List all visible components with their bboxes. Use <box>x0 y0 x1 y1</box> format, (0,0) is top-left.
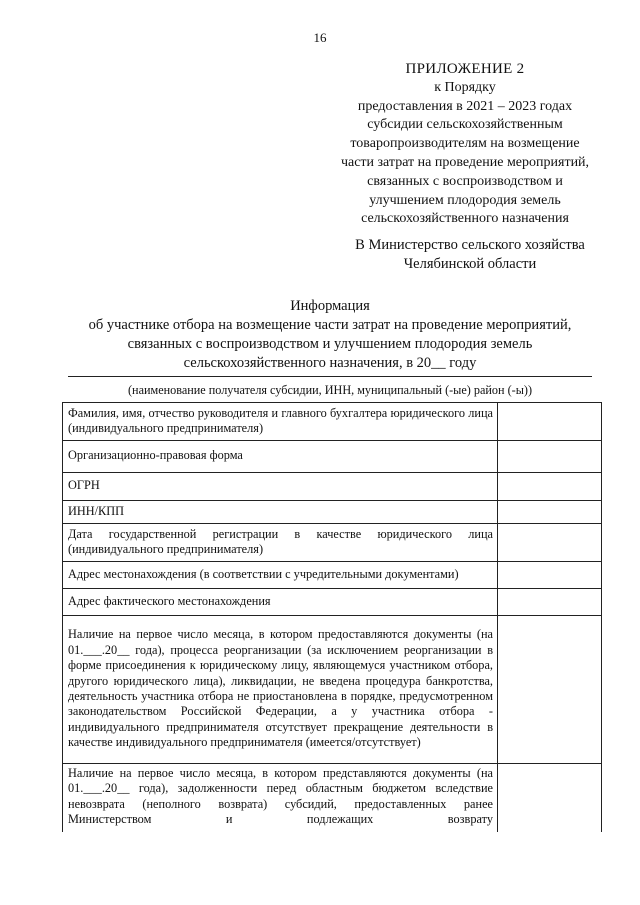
appendix-line: связанных с воспроизводством и <box>367 173 563 189</box>
table-row <box>63 403 602 441</box>
heading-line: об участнике отбора на возмещение части затрат на проведение мероприятий, <box>88 317 572 333</box>
row-label: Организационно-правовая форма <box>63 441 498 473</box>
row-value-cell[interactable] <box>498 403 602 441</box>
row-label: Фамилия, имя, отчество руководителя и главного бухгалтера юридического лица (индивидуального предпринимателя) <box>63 403 498 441</box>
row-value-cell[interactable] <box>498 524 602 562</box>
row-value-cell[interactable] <box>498 616 602 764</box>
addressee-line: В Министерство сельского хозяйства <box>355 237 585 253</box>
table-row <box>63 616 602 764</box>
appendix-title: ПРИЛОЖЕНИЕ 2 <box>405 61 525 77</box>
row-label: Наличие на первое число месяца, в котором предоставляются документы (на 01.___.20__ года), процесса реорганизации (за исключением реорганизации в форме присоединения к юридическому лицу, являющемуся участником отбора, другого юридического лица), ликвидации, не введена процедура банкротства, деятельность участника отбора не приостановлена в порядке, предусмотренном законодательством Российской Федерации, а у участника отбора - индивидуального предпринимателя отсутствует прекращение деятельности в качестве индивидуального предпринимателя (имеется/отсутствует) <box>63 616 498 764</box>
row-label: ИНН/КПП <box>63 501 498 524</box>
addressee-block <box>312 236 628 274</box>
row-value-cell[interactable] <box>498 589 602 616</box>
appendix-header <box>300 60 630 229</box>
table-row <box>63 524 602 562</box>
row-label: Дата государственной регистрации в качестве юридического лица (индивидуального предпринимателя) <box>63 524 498 562</box>
info-table <box>62 402 602 832</box>
heading-line: сельскохозяйственного назначения, в 20__ году <box>183 355 477 371</box>
row-label: ОГРН <box>63 473 498 501</box>
document-heading <box>70 297 590 373</box>
table-row <box>63 441 602 473</box>
page-number: 16 <box>313 30 327 45</box>
row-value-cell[interactable] <box>498 473 602 501</box>
row-value-cell[interactable] <box>498 764 602 832</box>
heading-title: Информация <box>290 298 370 314</box>
appendix-line: улучшением плодородия земель <box>369 192 561 208</box>
appendix-line: предоставления в 2021 – 2023 годах <box>357 98 573 114</box>
appendix-line: сельскохозяйственного назначения <box>361 211 569 227</box>
heading-line: связанных с воспроизводством и улучшением плодородия земель <box>127 336 533 352</box>
row-label: Адрес местонахождения (в соответствии с учредительными документами) <box>63 562 498 589</box>
table-row <box>63 473 602 501</box>
row-value-cell[interactable] <box>498 501 602 524</box>
row-label: Наличие на первое число месяца, в котором представляются документы (на 01.___.20__ года), задолженности перед областным бюджетом вследствие невозврата (неполного возврата) субсидий, предоставленных ранее Министерством и подлежащих возврату <box>63 764 498 832</box>
appendix-line: части затрат на проведение мероприятий, <box>340 154 590 170</box>
table-row <box>63 562 602 589</box>
row-value-cell[interactable] <box>498 441 602 473</box>
appendix-line: субсидии сельскохозяйственным <box>367 117 563 133</box>
table-row <box>63 589 602 616</box>
row-label: Адрес фактического местонахождения <box>63 589 498 616</box>
addressee-line: Челябинской области <box>403 256 537 272</box>
recipient-name-line[interactable] <box>68 376 592 377</box>
table-row <box>63 501 602 524</box>
appendix-line: товаропроизводителям на возмещение <box>350 136 580 152</box>
table-row <box>63 764 602 832</box>
appendix-line: к Порядку <box>434 79 496 95</box>
row-value-cell[interactable] <box>498 562 602 589</box>
recipient-name-caption: (наименование получателя субсидии, ИНН, муниципальный (-ые) район (-ы)) <box>127 383 532 397</box>
